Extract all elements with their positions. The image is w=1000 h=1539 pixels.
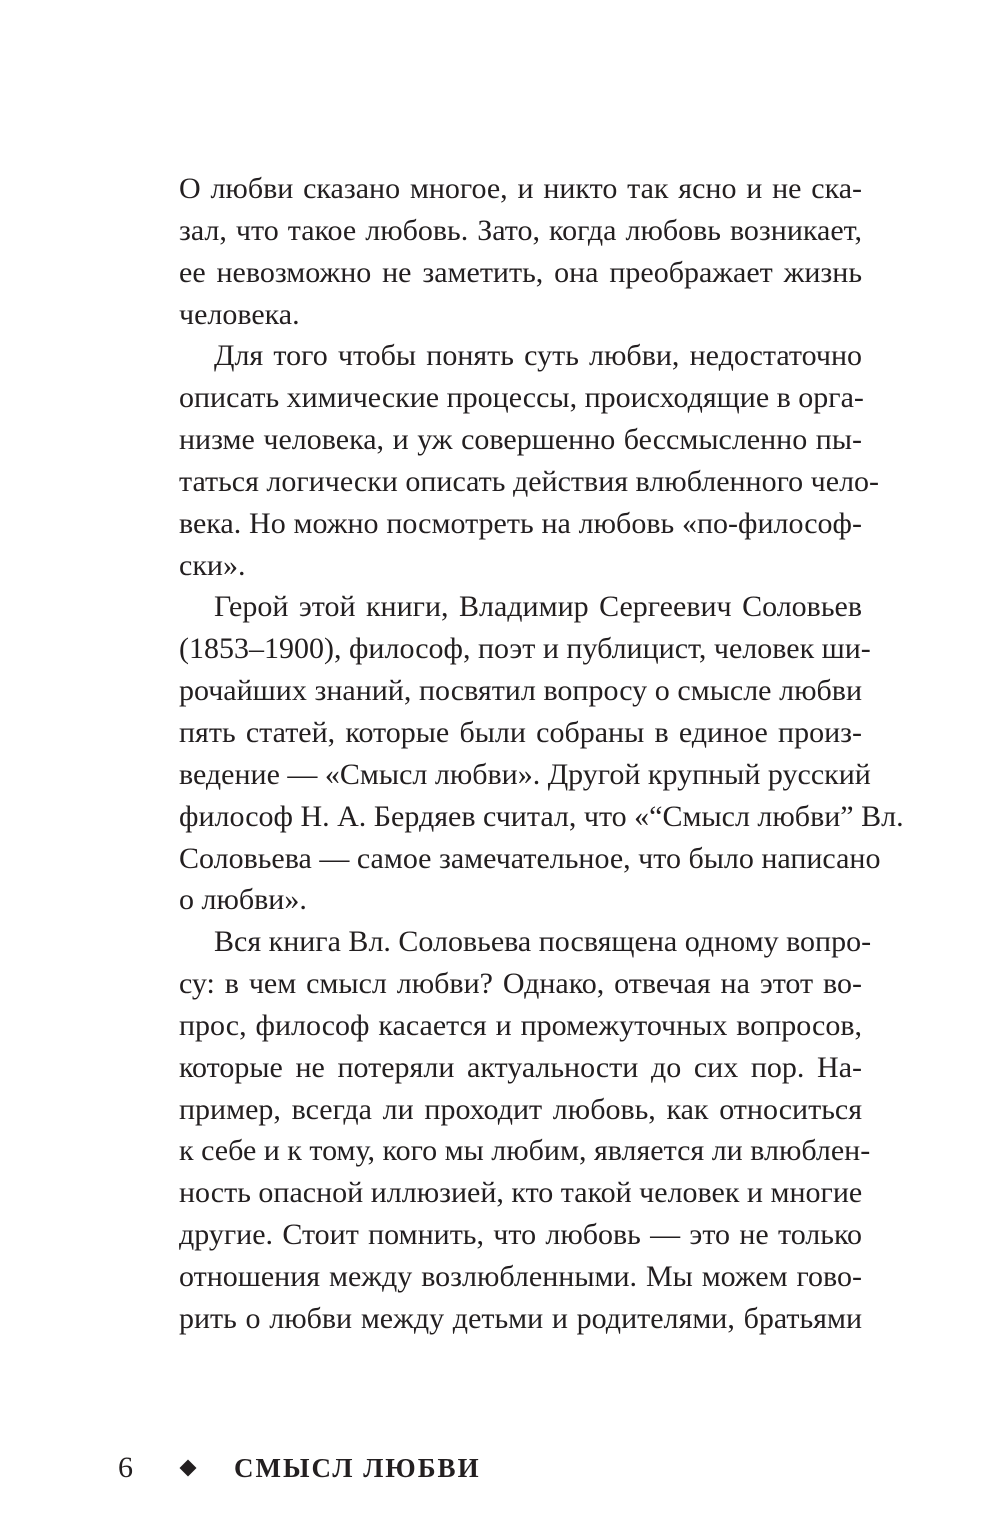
text-line: рочайших знаний, посвятил вопросу о смысле любви — [179, 674, 862, 708]
text-line: к себе и к тому, кого мы любим, является ли влюблен- — [179, 1134, 871, 1168]
text-line: су: в чем смысл любви? Однако, отвечая на этот во- — [179, 967, 862, 1001]
text-line: О любви сказано многое, и никто так ясно и не ска- — [179, 172, 862, 205]
page-number: 6 — [118, 1451, 133, 1484]
text-line: Герой этой книги, Владимир Сергеевич Соловьев — [214, 590, 862, 624]
text-line: ность опасной иллюзией, кто такой человек и многие — [179, 1176, 863, 1210]
page-footer — [118, 1448, 481, 1488]
text-line: (1853–1900), философ, поэт и публицист, человек ши- — [179, 632, 871, 666]
text-line: пример, всегда ли проходит любовь, как относиться — [179, 1092, 862, 1126]
text-line: века. Но можно посмотреть на любовь «по-философ- — [179, 506, 862, 540]
paragraph-4 — [179, 921, 872, 1339]
running-head: СМЫСЛ ЛЮБВИ — [234, 1452, 481, 1483]
text-line: другие. Стоит помнить, что любовь — это не только — [179, 1218, 862, 1252]
text-line: рить о любви между детьми и родителями, братьями — [179, 1301, 862, 1335]
text-line: которые не потеряли актуальности до сих пор. На- — [179, 1050, 862, 1084]
text-line: философ Н. А. Бердяев считал, что «“Смысл любви” Вл. — [179, 799, 904, 833]
text-line: Вся книга Вл. Соловьева посвящена одному вопро- — [214, 925, 872, 959]
paragraph-2 — [179, 335, 880, 586]
text-line: Соловьева — самое замечательное, что было написано — [179, 841, 881, 875]
text-line: ски». — [179, 548, 246, 582]
text-line: Для того чтобы понять суть любви, недостаточно — [214, 339, 862, 373]
text-line: прос, философ касается и промежуточных вопросов, — [179, 1008, 862, 1042]
paragraph-3 — [179, 586, 904, 921]
text-line: описать химические процессы, происходящие в орга- — [179, 381, 864, 415]
diamond-icon — [180, 1460, 197, 1477]
text-line: отношения между возлюбленными. Мы можем гово- — [179, 1259, 862, 1293]
text-line: ее невозможно не заметить, она преображает жизнь — [179, 255, 862, 289]
text-line: человека. — [179, 297, 300, 331]
text-line: низме человека, и уж совершенно бессмысленно пы- — [179, 423, 862, 457]
text-line: ведение — «Смысл любви». Другой крупный русский — [179, 757, 871, 791]
text-line: пять статей, которые были собраны в единое произ- — [179, 715, 862, 749]
paragraph-1 — [179, 168, 862, 335]
body-text — [179, 168, 904, 1340]
text-line: таться логически описать действия влюбленного чело- — [179, 464, 880, 498]
text-line: зал, что такое любовь. Зато, когда любовь возникает, — [179, 213, 862, 247]
text-line: о любви». — [179, 883, 307, 917]
